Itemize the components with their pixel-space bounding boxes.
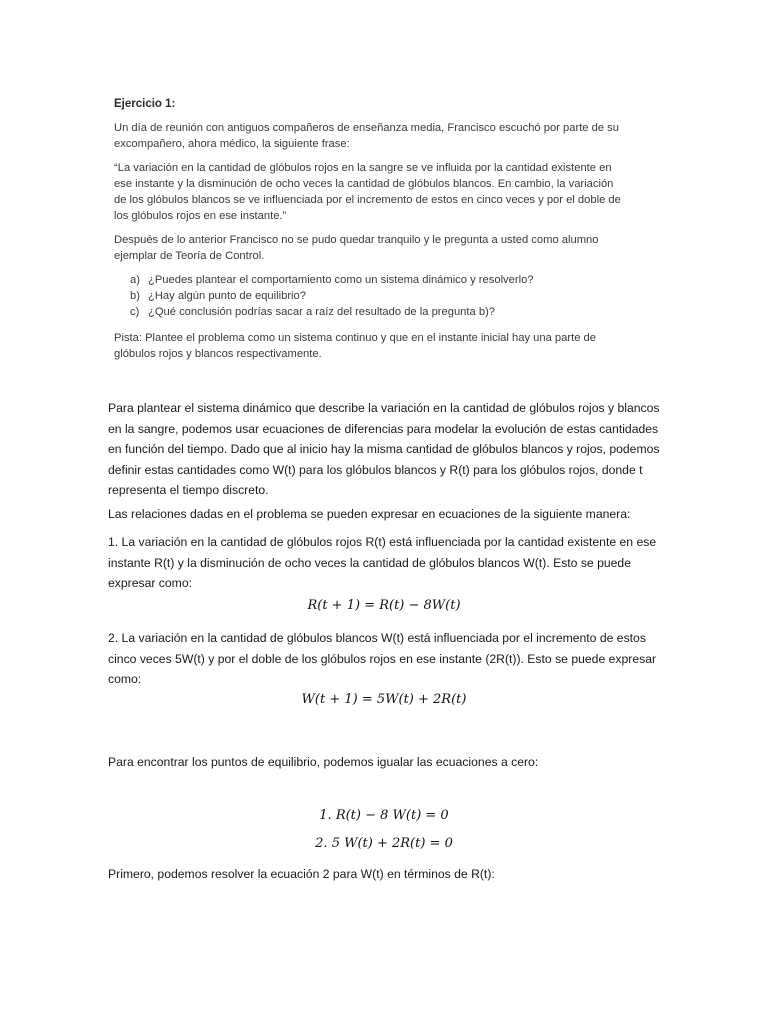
paragraph-equilibrium: Para encontrar los puntos de equilibrio, podemos igualar las ecuaciones a cero: [108,755,539,769]
exercise-intro: Un día de reunión con antiguos compañeros de enseñanza media, Francisco escuchó por parte de su excompañero, ahora médico, la siguiente frase: [114,122,619,150]
paragraph-red-cells: 1. La variación en la cantidad de glóbulos rojos R(t) está influenciada por la cantidad existente en ese instante R(t) y la disminución de ocho veces la cantidad de glóbulos blancos W(t). Esto se puede expresar como: [108,535,657,590]
exercise-hint: Pista: Plantee el problema como un sistema continuo y que en el instante inicial hay una parte de glóbulos rojos y blancos respectivamente. [114,332,596,360]
equation-equilibrium-1: 1. R(t) − 8 W(t) = 0 [319,808,449,823]
exercise-questions [114,272,624,320]
exercise-quote: “La variación en la cantidad de glóbulos rojos en la sangre se ve influida por la cantidad existente en ese instante y la disminución de ocho veces la cantidad de glóbulos blancos. En cambio, la variación de los glóbulos blancos se ve influenciada por el incremento de estos en cinco veces y por el doble de los glóbulos rojos en ese instante.” [114,162,621,222]
exercise-image [114,96,624,370]
equation-equilibrium-2: 2. 5 W(t) + 2R(t) = 0 [315,836,453,851]
equation-white: W(t + 1) = 5W(t) + 2R(t) [301,692,467,707]
paragraph-relations: Las relaciones dadas en el problema se pueden expresar en ecuaciones de la siguiente manera: [108,507,631,521]
exercise-followup: Después de lo anterior Francisco no se pudo quedar tranquilo y le pregunta a usted como alumno ejemplar de Teoría de Control. [114,234,599,262]
paragraph-white-cells: 2. La variación en la cantidad de glóbulos blancos W(t) está influenciada por el incremento de estos cinco veces 5W(t) y por el doble de los glóbulos rojos en ese instante (2R(t)). Esto se puede expresar como: [108,631,657,686]
paragraph-intro: Para plantear el sistema dinámico que describe la variación en la cantidad de glóbulos rojos y blancos en la sangre, podemos usar ecuaciones de diferencias para modelar la evolución de estas cantidades en función del tiempo. Dado que al inicio hay la misma cantidad de glóbulos blancos y rojos, podemos definir estas cantidades como W(t) para los glóbulos blancos y R(t) para los glóbulos rojos, donde t representa el tiempo discreto. [108,401,660,497]
exercise-title: Ejercicio 1: [114,98,176,110]
paragraph-solve: Primero, podemos resolver la ecuación 2 para W(t) en términos de R(t): [108,867,495,881]
question-item: b) ¿Hay algún punto de equilibrio? [130,290,306,302]
question-item: c) ¿Qué conclusión podrías sacar a raíz del resultado de la pregunta b)? [130,306,496,318]
question-item: a) ¿Puedes plantear el comportamiento como un sistema dinámico y resolverlo? [130,274,534,286]
equation-red: R(t + 1) = R(t) − 8W(t) [307,598,461,613]
